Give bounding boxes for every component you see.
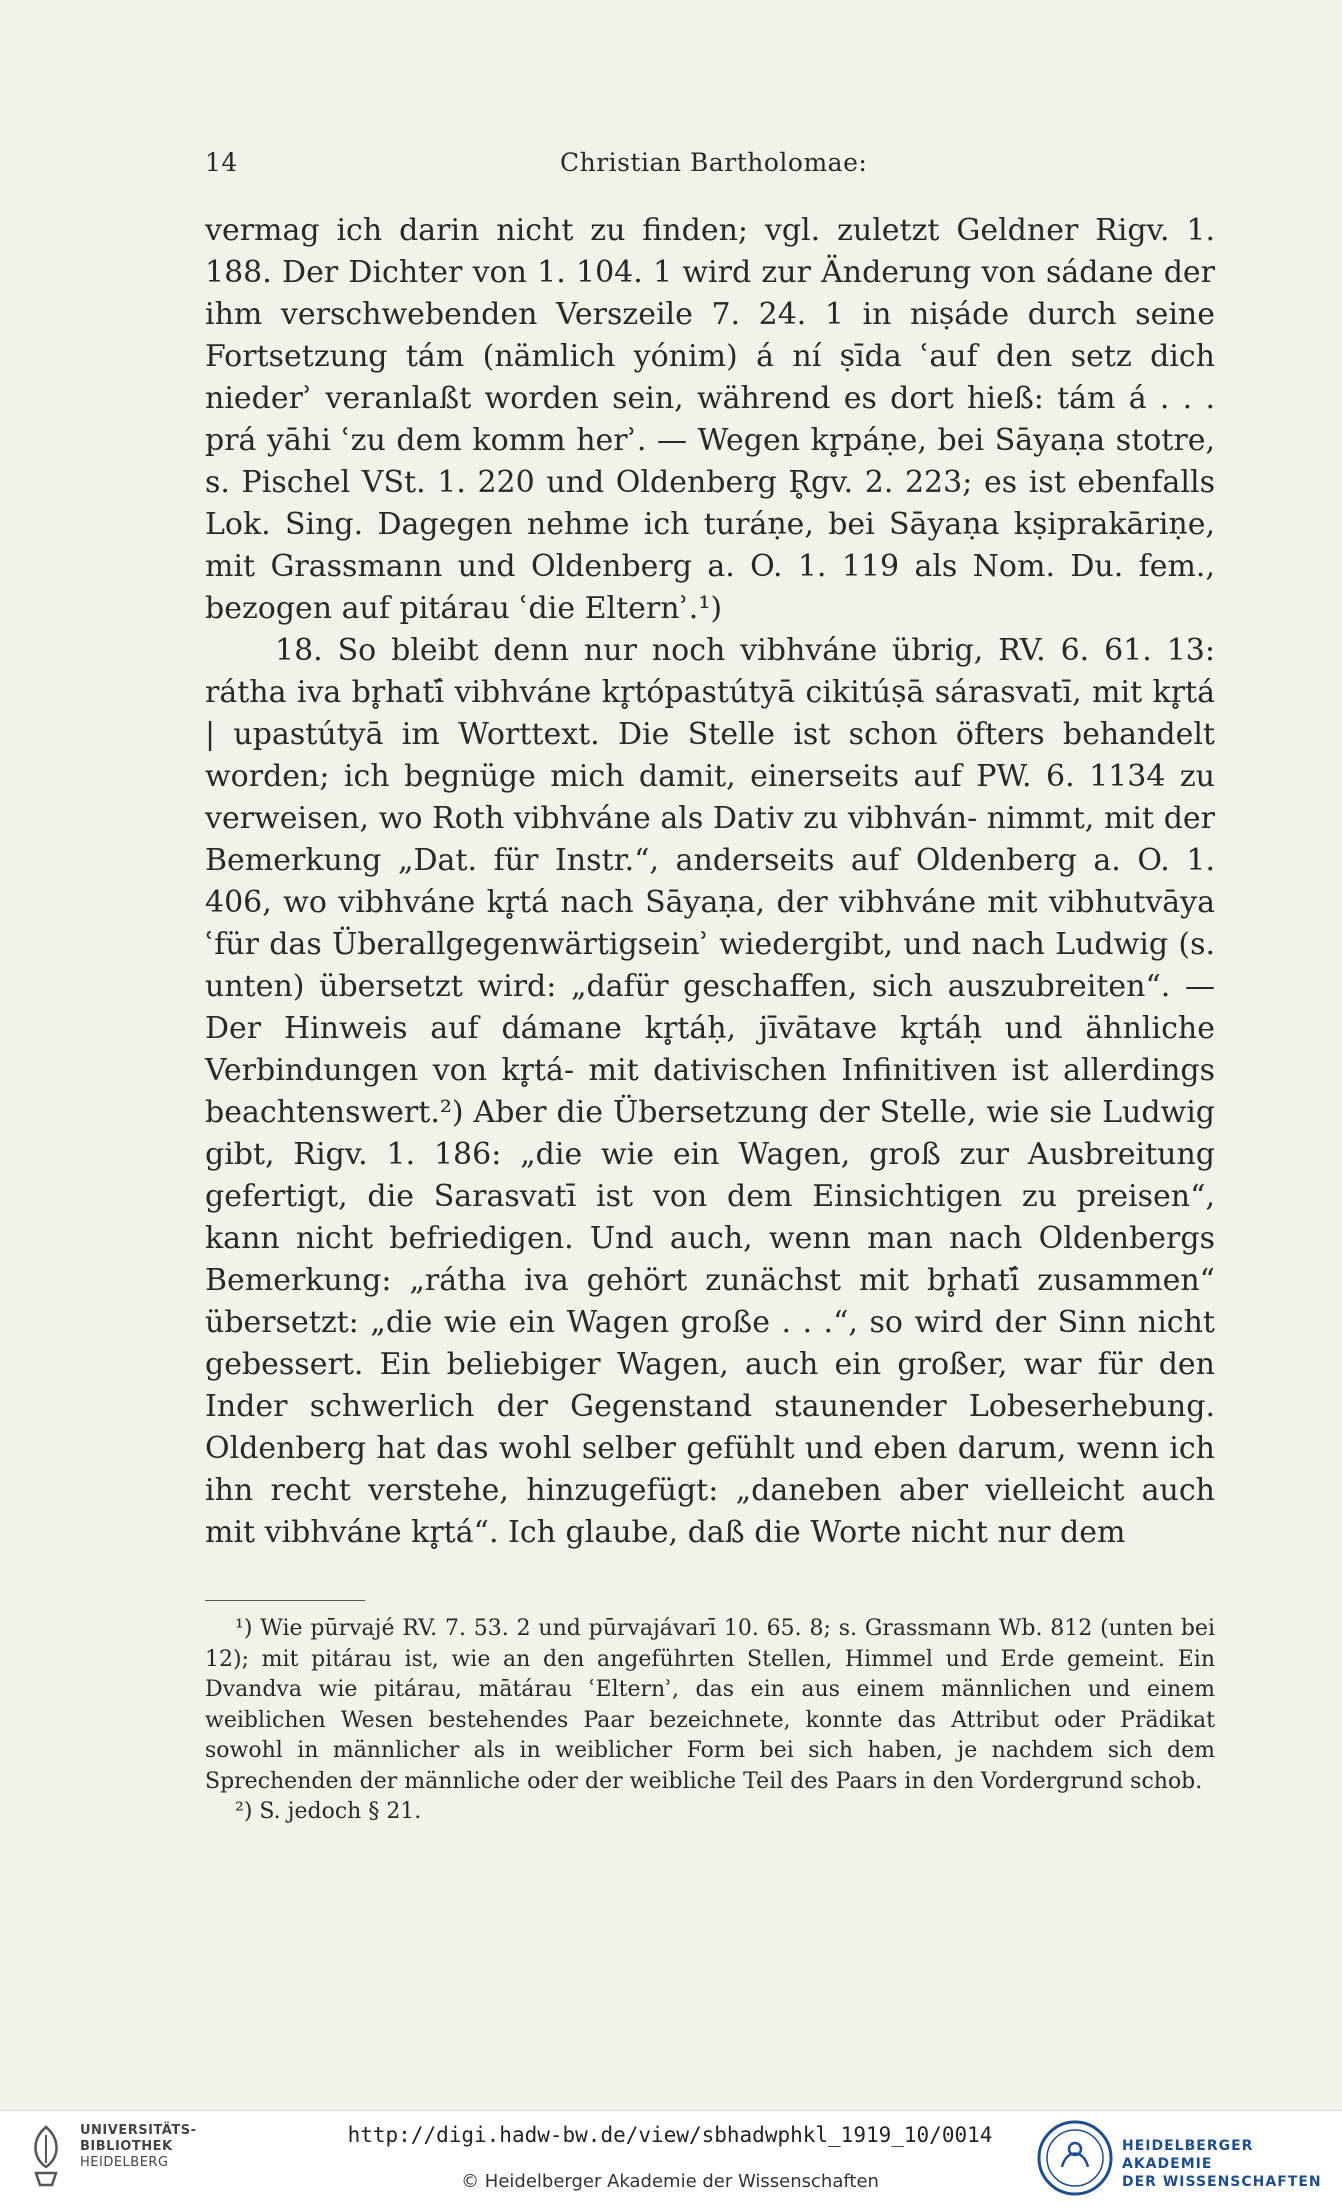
footnote-rule [205, 1600, 365, 1601]
footnote-1: ¹) Wie pūrvajé RV. 7. 53. 2 und pūrvajávarī 10. 65. 8; s. Grassmann Wb. 812 (unten bei 12); mit pitárau ist, wie an den angeführten Stellen, Himmel und Erde gemeint. Ein Dvandva wie pitárau, mātárau ʿElternʾ, das ein aus einem männlichen und einem weiblichen Wesen bestehendes Paar bezeichnete, konnte das Attribut oder Prädikat sowohl in männlicher als in weiblicher Form bei sich haben, je nachdem sich dem Sprechenden der männliche oder der weibliche Teil des Paars in den Vordergrund schob. [205, 1616, 1215, 1794]
page-number: 14 [205, 148, 238, 177]
running-title: Christian Bartholomae: [560, 148, 868, 177]
university-library-logo-icon [22, 2123, 70, 2189]
academy-name: HEIDELBERGER AKADEMIE DER WISSENSCHAFTEN [1122, 2138, 1322, 2190]
body-text [205, 210, 1215, 1554]
paragraph-2: 18. So bleibt denn nur noch vibhváne übrig, RV. 6. 61. 13: rátha iva br̥hatī́ vibhváne kr̥tópastútyā cikitúṣā sárasvatī, mit kr̥tá | upastútyā im Worttext. Die Stelle ist schon öfters behandelt worden; ich begnüge mich damit, einerseits auf PW. 6. 1134 zu verweisen, wo Roth vibhváne als Dativ zu vibhván- nimmt, mit der Bemerkung „Dat. für Instr.“, anderseits auf Oldenberg a. O. 1. 406, wo vibhváne kr̥tá nach Sāyaṇa, der vibhváne mit vibhutvāya ʿfür das Überallgegenwärtigseinʾ wiedergibt, und nach Ludwig (s. unten) übersetzt wird: „dafür geschaffen, sich auszubreiten“. — Der Hinweis auf dámane kr̥táḥ, jīvātave kr̥táḥ und ähnliche Verbindungen von kr̥tá- mit dativischen Infinitiven ist allerdings beachtenswert.²) Aber die Übersetzung der Stelle, wie sie Ludwig gibt, Rigv. 1. 186: „die wie ein Wagen, groß zur Ausbreitung gefertigt, die Sarasvatī ist von dem Einsichtigen zu preisen“, kann nicht befriedigen. Und auch, wenn man nach Oldenbergs Bemerkung: „rátha iva gehört zunächst mit br̥hatī́ zusammen“ übersetzt: „die wie ein Wagen große . . .“, so wird der Sinn nicht gebessert. Ein beliebiger Wagen, auch ein großer, war für den Inder schwerlich der Gegenstand staunender Lobeserhebung. Oldenberg hat das wohl selber gefühlt und eben darum, wenn ich ihn recht verstehe, hinzugefügt: „daneben aber vielleicht auch mit vibhváne kr̥tá“. Ich glaube, daß die Worte nicht nur dem [205, 633, 1215, 1550]
university-library-name: UNIVERSITÄTS- BIBLIOTHEK HEIDELBERG [80, 2123, 197, 2170]
footnotes [205, 1614, 1215, 1828]
academy-seal-icon [1036, 2119, 1114, 2197]
viewer-footer [0, 2110, 1342, 2207]
footnote-2: ²) S. jedoch § 21. [235, 1799, 422, 1824]
document-url-link[interactable]: http://digi.hadw-bw.de/view/sbhadwphkl_1919_10/0014 [347, 2123, 993, 2147]
paragraph-1: vermag ich darin nicht zu finden; vgl. zuletzt Geldner Rigv. 1. 188. Der Dichter von 1. 104. 1 wird zur Änderung von sádane der ihm verschwebenden Verszeile 7. 24. 1 in niṣáde durch seine Fortsetzung tám (nämlich yónim) á ní ṣīda ʿauf den setz dich niederʾ veranlaßt worden sein, während es dort hieß: tám á . . . prá yāhi ʿzu dem komm herʾ. — Wegen kr̥páṇe, bei Sāyaṇa stotre, s. Pischel VSt. 1. 220 und Oldenberg R̥gv. 2. 223; es ist ebenfalls Lok. Sing. Dagegen nehme ich turáṇe, bei Sāyaṇa kṣiprakāriṇe, mit Grassmann und Oldenberg a. O. 1. 119 als Nom. Du. fem., bezogen auf pitárau ʿdie Elternʾ.¹) [205, 213, 1215, 626]
copyright-notice: © Heidelberger Akademie der Wissenschaften [461, 2171, 879, 2192]
